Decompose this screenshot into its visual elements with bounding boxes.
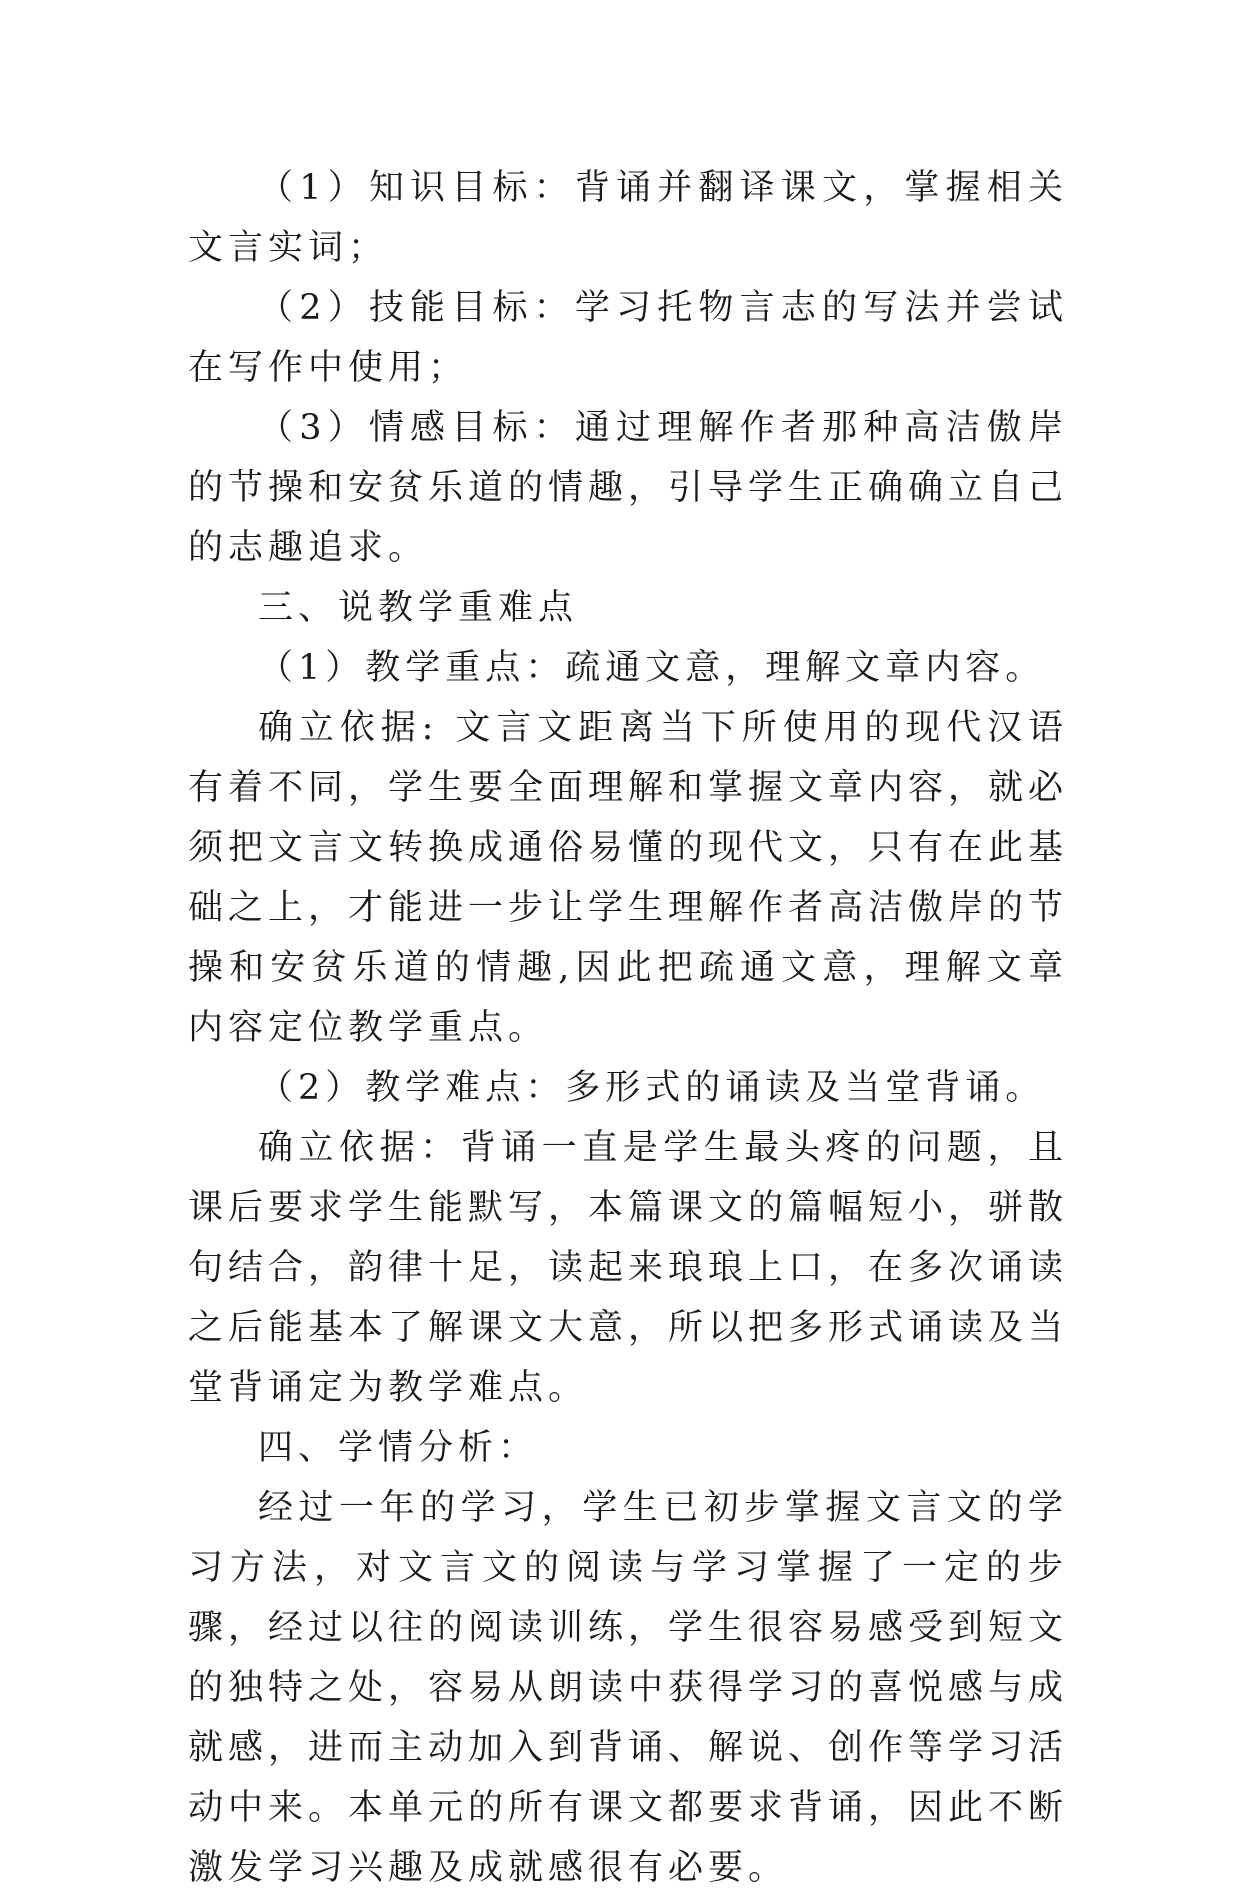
student-analysis-paragraph: 经过一年的学习，学生已初步掌握文言文的学习方法，对文言文的阅读与学习掌握了一定的步骤，经过以往的阅读训练，学生很容易感受到短文的独特之处，容易从朗读中获得学习的喜悦感与成就感，进而主动加入到背诵、解说、创作等学习活动中来。本单元的所有课文都要求背诵，因此不断激发学习兴趣及成就感很有必要。 bbox=[188, 1488, 1069, 1888]
document-body bbox=[188, 158, 1068, 1898]
knowledge-objective-paragraph: （1）知识目标：背诵并翻译课文，掌握相关文言实词； bbox=[188, 168, 1068, 268]
key-point-basis-paragraph: 确立依据: 文言文距离当下所使用的现代汉语有着不同，学生要全面理解和掌握文章内容，就必须把文言文转换成通俗易懂的现代文，只有在此基础之上，才能进一步让学生理解作者高洁傲岸的节操和安贫乐道的情趣,因此把疏通文意，理解文章内容定位教学重点。 bbox=[188, 708, 1069, 1048]
section-heading-student-analysis: 四、学情分析： bbox=[258, 1428, 539, 1468]
skill-objective-paragraph: （2）技能目标：学习托物言志的写法并尝试在写作中使用； bbox=[188, 288, 1068, 388]
teaching-key-point-paragraph: （1）教学重点：疏通文意，理解文章内容。 bbox=[258, 648, 1046, 688]
emotion-objective-paragraph: （3）情感目标：通过理解作者那种高洁傲岸的节操和安贫乐道的情趣，引导学生正确确立自己的志趣追求。 bbox=[188, 408, 1069, 568]
teaching-difficulty-paragraph: （2）教学难点：多形式的诵读及当堂背诵。 bbox=[258, 1068, 1046, 1108]
difficulty-basis-paragraph: 确立依据：背诵一直是学生最头疼的问题，且课后要求学生能默写，本篇课文的篇幅短小，骈散句结合，韵律十足，读起来琅琅上口，在多次诵读之后能基本了解课文大意，所以把多形式诵读及当堂背诵定为教学难点。 bbox=[188, 1128, 1069, 1408]
section-heading-key-difficult-points: 三、说教学重难点 bbox=[258, 588, 579, 628]
